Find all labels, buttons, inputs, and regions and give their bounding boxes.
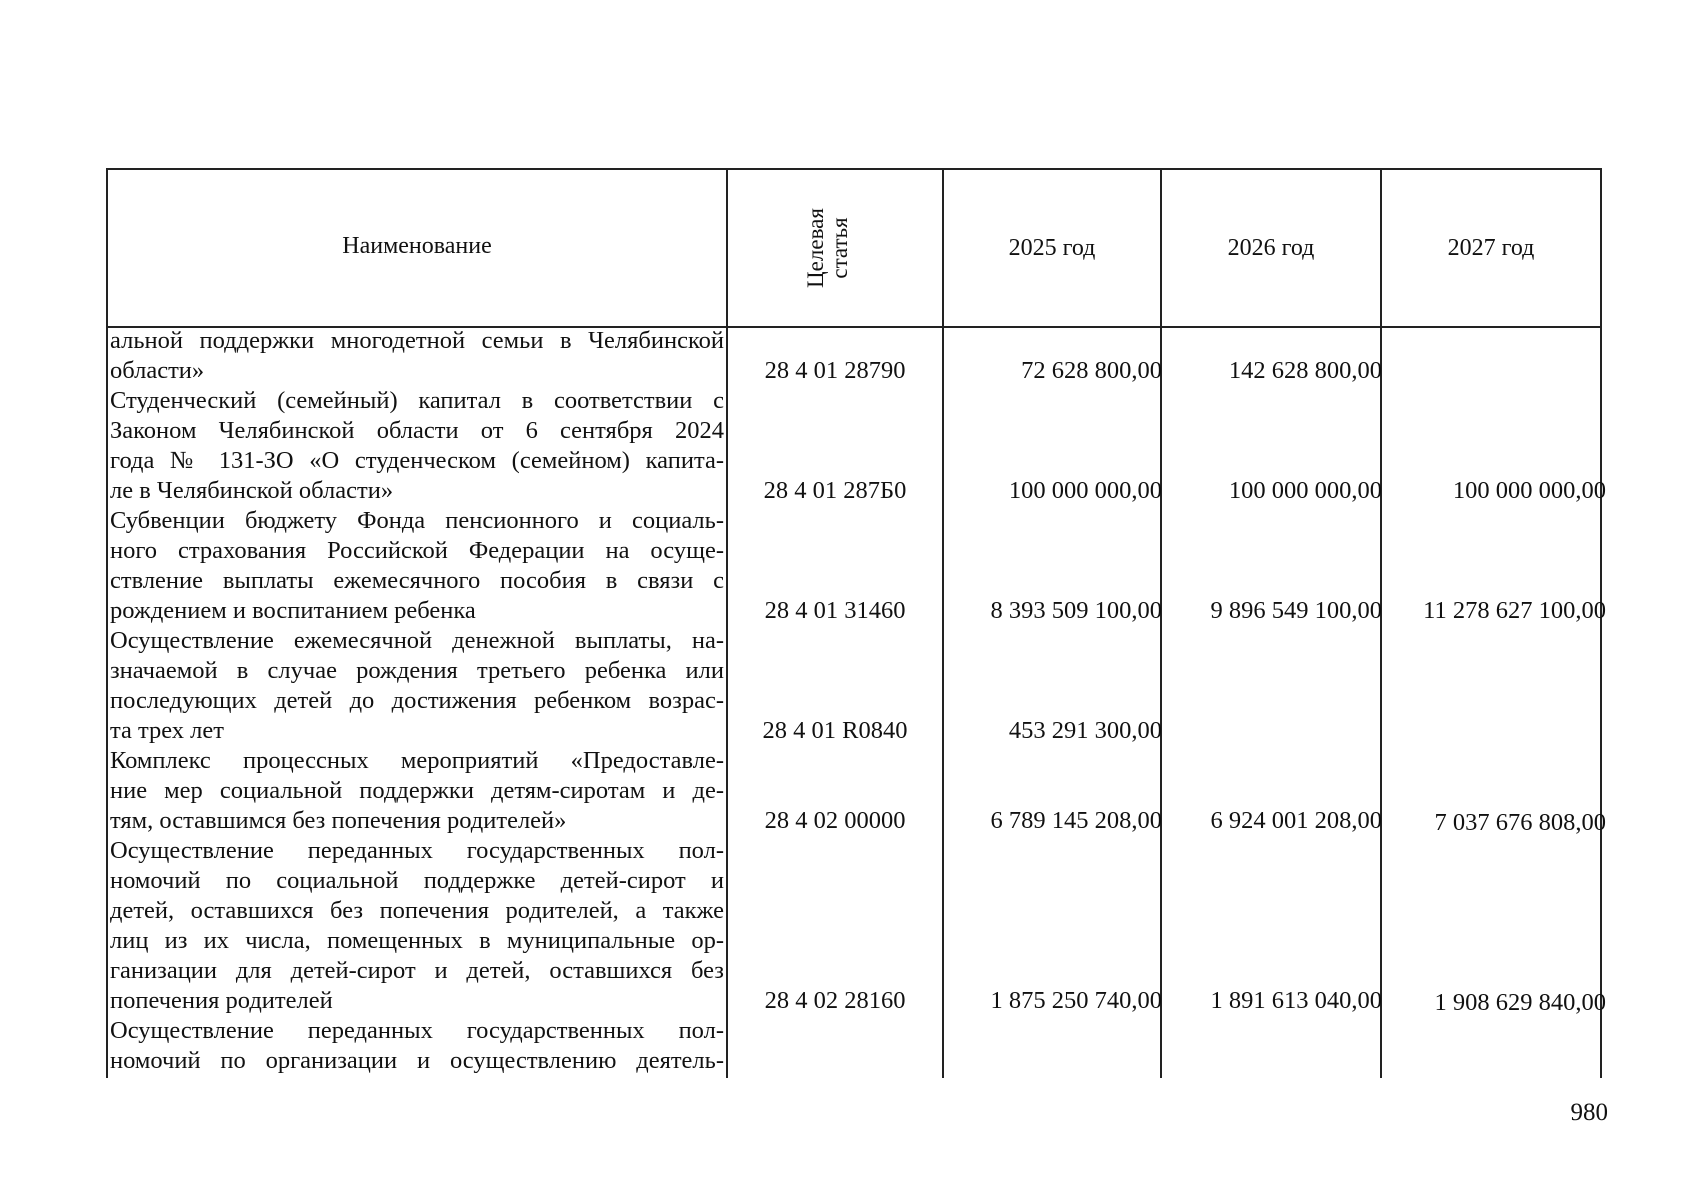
row-name — [110, 746, 724, 836]
row-name-line: рождением и воспитанием ребенка — [110, 597, 476, 624]
row-name-line: Осуществление ежемесячной денежной выплаты, на- — [110, 627, 724, 654]
row-value-2027: 1 908 629 840,00 — [1434, 989, 1606, 1016]
row-name-line: номочий по социальной поддержке детей-сирот и — [110, 867, 724, 894]
row-value-2026: 142 628 800,00 — [1228, 357, 1382, 384]
row-value-2025: 100 000 000,00 — [1008, 477, 1162, 504]
row-value-2027: 11 278 627 100,00 — [1423, 597, 1606, 624]
header-2025: 2025 год — [1008, 234, 1096, 261]
header-2026: 2026 год — [1227, 234, 1315, 261]
row-value-2025: 8 393 509 100,00 — [990, 597, 1162, 624]
row-value-2026: 1 891 613 040,00 — [1210, 987, 1382, 1014]
row-name-line: ствление выплаты ежемесячного пособия в связи с — [110, 567, 724, 594]
row-name-line: альной поддержки многодетной семьи в Челябинской — [110, 327, 724, 354]
row-code: 28 4 01 R0840 — [762, 717, 908, 744]
row-code: 28 4 01 28790 — [764, 357, 906, 384]
header-code-rotated — [804, 178, 866, 318]
row-name-line: номочий по организации и осуществлению деятель- — [110, 1047, 724, 1074]
row-name-line: ганизации для детей-сирот и детей, оставшихся без — [110, 957, 724, 984]
row-value-2025: 453 291 300,00 — [1008, 717, 1162, 744]
row-name — [110, 386, 724, 506]
row-name-line: Законом Челябинской области от 6 сентября 2024 — [110, 417, 724, 444]
row-name-line: ного страхования Российской Федерации на осуще- — [110, 537, 724, 564]
header-code — [728, 170, 942, 326]
row-name-line: Субвенции бюджету Фонда пенсионного и социаль- — [110, 507, 724, 534]
row-value-2026: 6 924 001 208,00 — [1210, 807, 1382, 834]
row-name-line: Осуществление переданных государственных пол- — [110, 837, 724, 864]
row-name-line: та трех лет — [110, 717, 224, 744]
row-name — [110, 1016, 724, 1076]
row-name — [110, 626, 724, 746]
row-name — [110, 326, 724, 386]
header-code-line2: статья — [827, 217, 853, 279]
row-name-line: попечения родителей — [110, 987, 333, 1014]
row-name-line: последующих детей до достижения ребенком возрас- — [110, 687, 724, 714]
row-name-line: тям, оставшимся без попечения родителей» — [110, 807, 567, 834]
row-value-2026: 100 000 000,00 — [1228, 477, 1382, 504]
row-name-line: ле в Челябинской области» — [110, 477, 394, 504]
row-name-line: лиц из их числа, помещенных в муниципальные ор- — [110, 927, 724, 954]
page-number: 980 — [1570, 1099, 1608, 1126]
row-name-line: значаемой в случае рождения третьего ребенка или — [110, 657, 724, 684]
row-value-2027: 100 000 000,00 — [1452, 477, 1606, 504]
row-name-line: детей, оставшихся без попечения родителей, а также — [110, 897, 724, 924]
header-code-line1: Целевая — [803, 208, 828, 288]
row-name-line: года № 131-ЗО «О студенческом (семейном) капита- — [110, 447, 724, 474]
header-name: Наименование — [342, 232, 492, 259]
row-value-2025: 72 628 800,00 — [1021, 357, 1162, 384]
row-name-line: ние мер социальной поддержки детям-сиротам и де- — [110, 777, 724, 804]
row-code: 28 4 02 00000 — [764, 807, 906, 834]
row-code: 28 4 02 28160 — [764, 987, 906, 1014]
row-name-line: Осуществление переданных государственных пол- — [110, 1017, 724, 1044]
row-name-line: области» — [110, 357, 205, 384]
row-name-line: Комплекс процессных мероприятий «Предоставле- — [110, 747, 724, 774]
row-name — [110, 506, 724, 626]
row-value-2025: 6 789 145 208,00 — [990, 807, 1162, 834]
row-name-line: Студенческий (семейный) капитал в соответствии с — [110, 387, 724, 414]
row-code: 28 4 01 287Б0 — [763, 477, 907, 504]
row-value-2026: 9 896 549 100,00 — [1210, 597, 1382, 624]
row-code: 28 4 01 31460 — [764, 597, 906, 624]
header-2027: 2027 год — [1447, 234, 1535, 261]
row-value-2027: 7 037 676 808,00 — [1434, 809, 1606, 836]
row-name — [110, 836, 724, 1016]
row-value-2025: 1 875 250 740,00 — [990, 987, 1162, 1014]
